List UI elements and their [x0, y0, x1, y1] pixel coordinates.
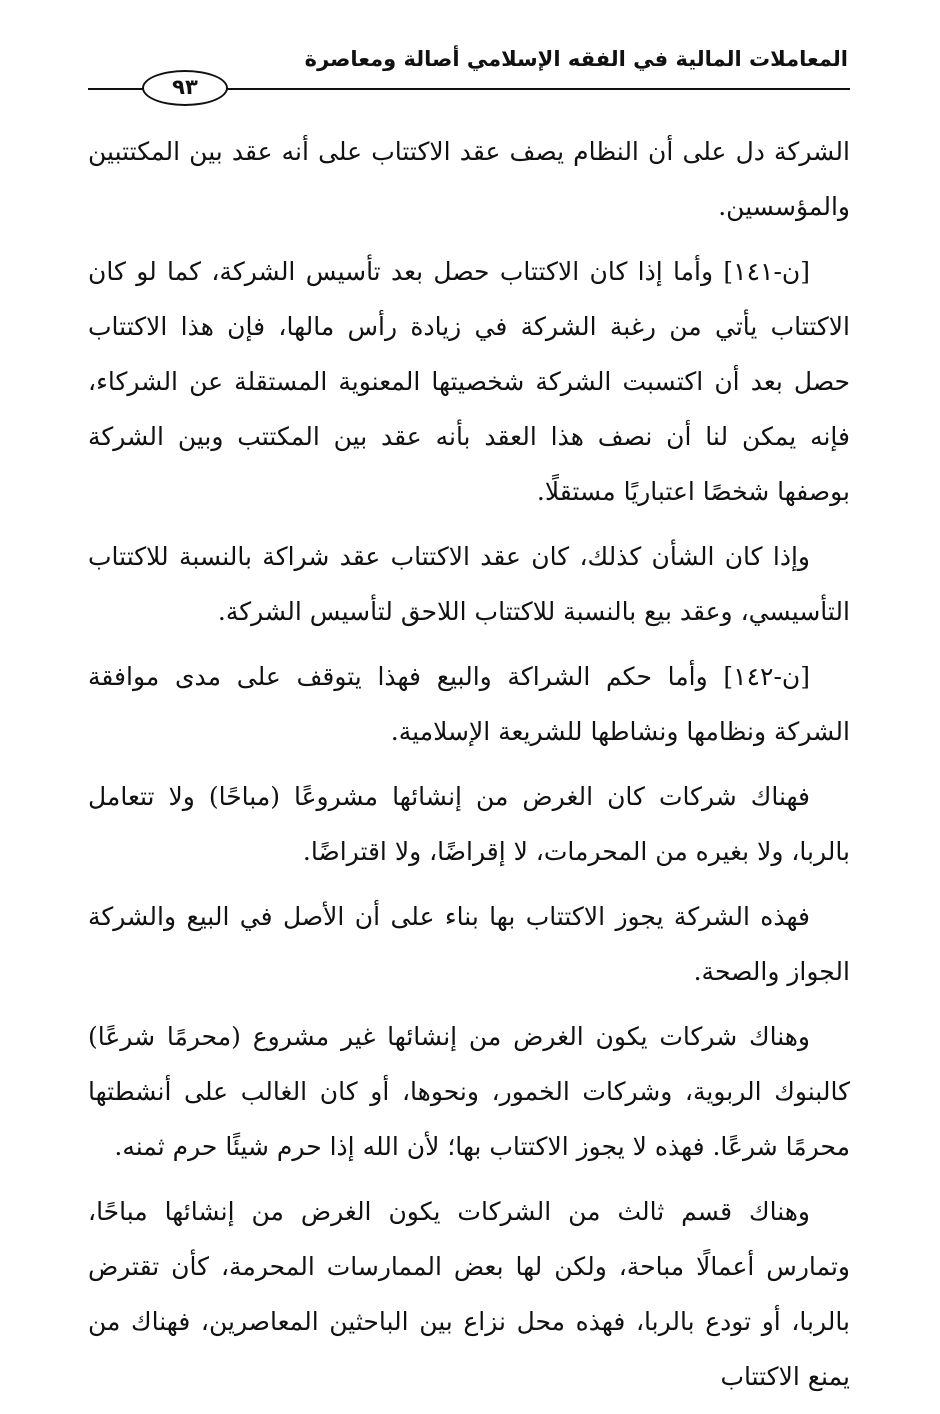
paragraph: الشركة دل على أن النظام يصف عقد الاكتتاب على أنه عقد بين المكتتبين والمؤسسين. — [88, 137, 850, 221]
page-number: ٩٣ — [142, 70, 228, 106]
paragraph: وهناك قسم ثالث من الشركات يكون الغرض من إنشائها مباحًا، وتمارس أعمالًا مباحة، ولكن لها بعض الممارسات المحرمة، كأن تقترض بالربا، أو تودع بالربا، فهذه محل نزاع بين الباحثين المعاصرين، فهناك من يمنع الاكتتاب — [88, 1197, 850, 1391]
body-text — [88, 124, 850, 1414]
running-header-title: المعاملات المالية في الفقه الإسلامي أصالة ومعاصرة — [304, 47, 848, 71]
paragraph: [ن-١٤٢] وأما حكم الشراكة والبيع فهذا يتوقف على مدى موافقة الشركة ونظامها ونشاطها للشريعة الإسلامية. — [88, 662, 850, 746]
paragraph: فهذه الشركة يجوز الاكتتاب بها بناء على أن الأصل في البيع والشركة الجواز والصحة. — [88, 902, 850, 986]
paragraph: [ن-١٤١] وأما إذا كان الاكتتاب حصل بعد تأسيس الشركة، كما لو كان الاكتتاب يأتي من رغبة الشركة في زيادة رأس مالها، فإن هذا الاكتتاب حصل بعد أن اكتسبت الشركة شخصيتها المعنوية المستقلة عن الشركاء، فإنه يمكن لنا أن نصف هذا العقد بأنه عقد بين المكتتب وبين الشركة بوصفها شخصًا اعتباريًا مستقلًا. — [88, 257, 850, 506]
paragraph: فهناك شركات كان الغرض من إنشائها مشروعًا (مباحًا) ولا تتعامل بالربا، ولا بغيره من المحرمات، لا إقراضًا، ولا اقتراضًا. — [88, 782, 850, 866]
paragraph: وإذا كان الشأن كذلك، كان عقد الاكتتاب عقد شراكة بالنسبة للاكتتاب التأسيسي، وعقد بيع بالنسبة للاكتتاب اللاحق لتأسيس الشركة. — [88, 542, 850, 626]
paragraph: وهناك شركات يكون الغرض من إنشائها غير مشروع (محرمًا شرعًا) كالبنوك الربوية، وشركات الخمور، ونحوها، أو كان الغالب على أنشطتها محرمًا شرعًا. فهذه لا يجوز الاكتتاب بها؛ لأن الله إذا حرم شيئًا حرم ثمنه. — [88, 1022, 850, 1161]
